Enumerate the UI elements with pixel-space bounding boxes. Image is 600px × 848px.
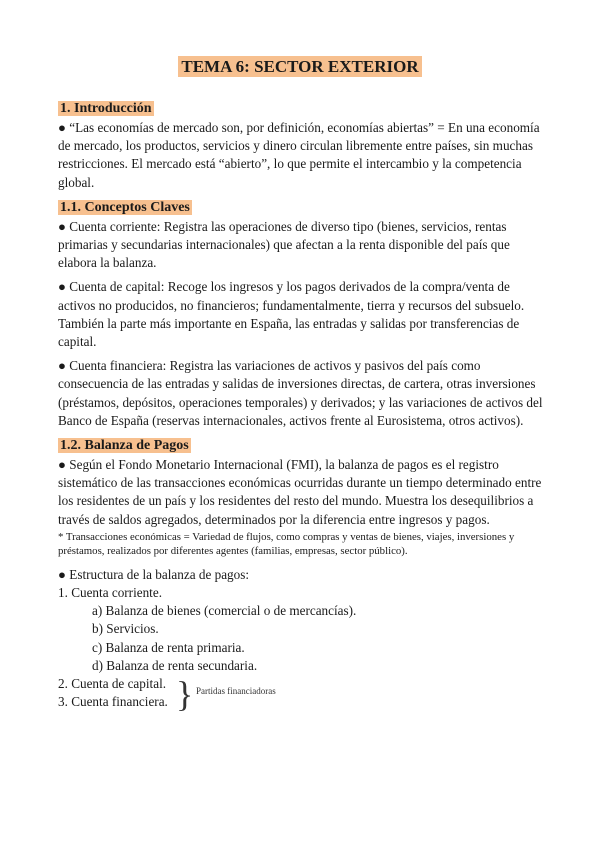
structure-subitem-c: c) Balanza de renta primaria. <box>92 639 245 655</box>
transacciones-note: * Transacciones económicas = Variedad de flujos, como compras y ventas de bienes, viajes, inversiones y préstamos, realizados por diferentes agentes (familias, empresas, sector público). <box>58 530 515 558</box>
structure-item-2: 2. Cuenta de capital. <box>58 676 167 692</box>
structure-financing-group <box>58 674 546 715</box>
page-title-text: TEMA 6: SECTOR EXTERIOR <box>178 56 421 77</box>
section-heading-introduccion: 1. Introducción <box>60 101 152 116</box>
curly-brace-icon: } <box>176 674 194 715</box>
document-body <box>58 99 546 715</box>
structure-item-1: 1. Cuenta corriente. <box>58 585 162 601</box>
structure-subitem-a: a) Balanza de bienes (comercial o de mercancías). <box>92 603 357 619</box>
concept-cuenta-corriente: ● Cuenta corriente: Registra las operaciones de diverso tipo (bienes, servicios, rentas primarias y secundarias internacionales) que afectan a la renta disponible del país que elabora la balanza. <box>58 218 510 271</box>
page-title <box>0 57 600 77</box>
bracket-label: Partidas financiadoras <box>196 686 276 697</box>
section-heading-balanza-pagos: 1.2. Balanza de Pagos <box>60 438 189 454</box>
balanza-definition: ● Según el Fondo Monetario Internacional (FMI), la balanza de pagos es el registro sistemático de las transacciones económicas ocurridas durante un tiempo determinado entre los residentes de un país y los residentes del resto del mundo. Muestra los desequilibrios a través de saldos agregados, determinados por la diferencia entre ingresos y pagos. <box>58 457 542 527</box>
structure-subitem-d: d) Balanza de renta secundaria. <box>92 657 258 673</box>
section-heading-conceptos-claves: 1.1. Conceptos Claves <box>60 199 190 215</box>
structure-subitem-b: b) Servicios. <box>92 621 159 637</box>
structure-item-3: 3. Cuenta financiera. <box>58 694 168 710</box>
concept-cuenta-financiera: ● Cuenta financiera: Registra las variaciones de activos y pasivos del país como consecuencia de las entradas y salidas de inversiones directas, de cartera, otras inversiones (préstamos, depósitos, operaciones temporales) y derivados; y las variaciones de activos del Banco de España (reservas internacionales, activos frente al Eurosistema, otros activos). <box>58 358 543 428</box>
concept-cuenta-capital: ● Cuenta de capital: Recoge los ingresos y los pagos derivados de la compra/venta de activos no producidos, no financieros; fundamentalmente, tierra y recursos del subsuelo. También la parte más importante en España, las entradas y salidas por transferencias de capital. <box>58 279 525 350</box>
intro-paragraph: ● “Las economías de mercado son, por definición, economías abiertas” = En una economía de mercado, los productos, servicios y dinero circulan libremente entre países, sin muchas restricciones. El mercado está “abierto”, lo que permite el intercambio y la competencia global. <box>58 120 540 190</box>
structure-intro: ● Estructura de la balanza de pagos: <box>58 566 250 582</box>
